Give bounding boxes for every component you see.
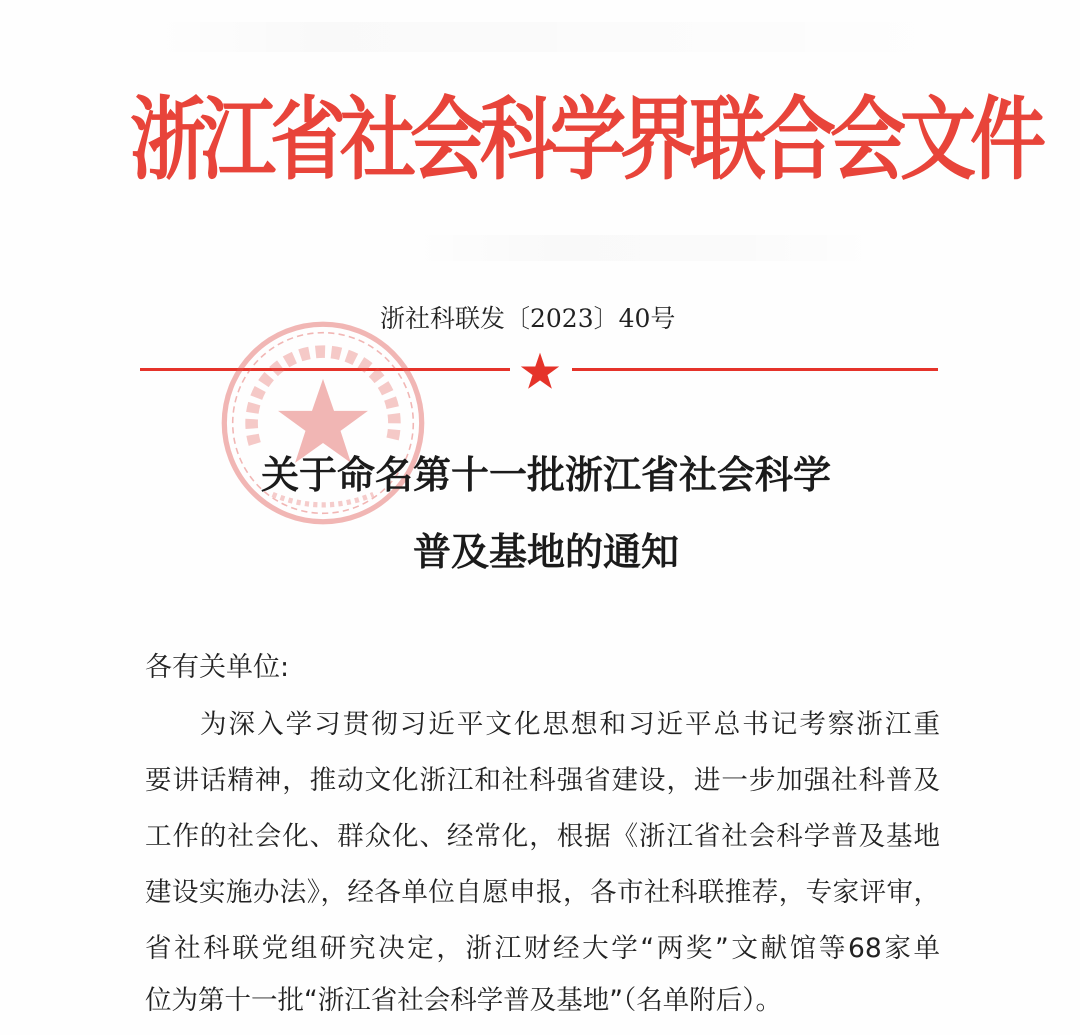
document-masthead: 浙江省社会科学界联合会文件 — [130, 86, 1040, 192]
notice-title-line-2: 普及基地的通知 — [412, 529, 679, 574]
show-through-artifact — [410, 235, 880, 261]
body-paragraph-line: 位为第十一批“浙江省社会科学普及基地”（名单附后）。 — [145, 985, 782, 1016]
document-number: 浙社科联发〔2023〕40号 — [380, 304, 676, 333]
body-paragraph-line: 工作的社会化、群众化、经常化，根据《浙江省社会科学普及基地 — [145, 821, 940, 852]
body-paragraph-line: 建设实施办法》，经各单位自愿申报，各市社科联推荐，专家评审， — [145, 877, 940, 908]
body-paragraph-line: 为深入学习贯彻习近平文化思想和习近平总书记考察浙江重 — [200, 709, 940, 740]
red-star-icon — [519, 351, 561, 393]
salutation: 各有关单位: — [145, 652, 290, 683]
notice-title-line-1: 关于命名第十一批浙江省社会科学 — [260, 452, 831, 497]
body-paragraph-line: 省社科联党组研究决定，浙江财经大学“两奖”文献馆等68家单 — [145, 933, 940, 964]
show-through-artifact — [150, 22, 970, 52]
red-divider-right — [572, 368, 938, 371]
body-paragraph-line: 要讲话精神，推动文化浙江和社科强省建设，进一步加强社科普及 — [145, 765, 940, 796]
